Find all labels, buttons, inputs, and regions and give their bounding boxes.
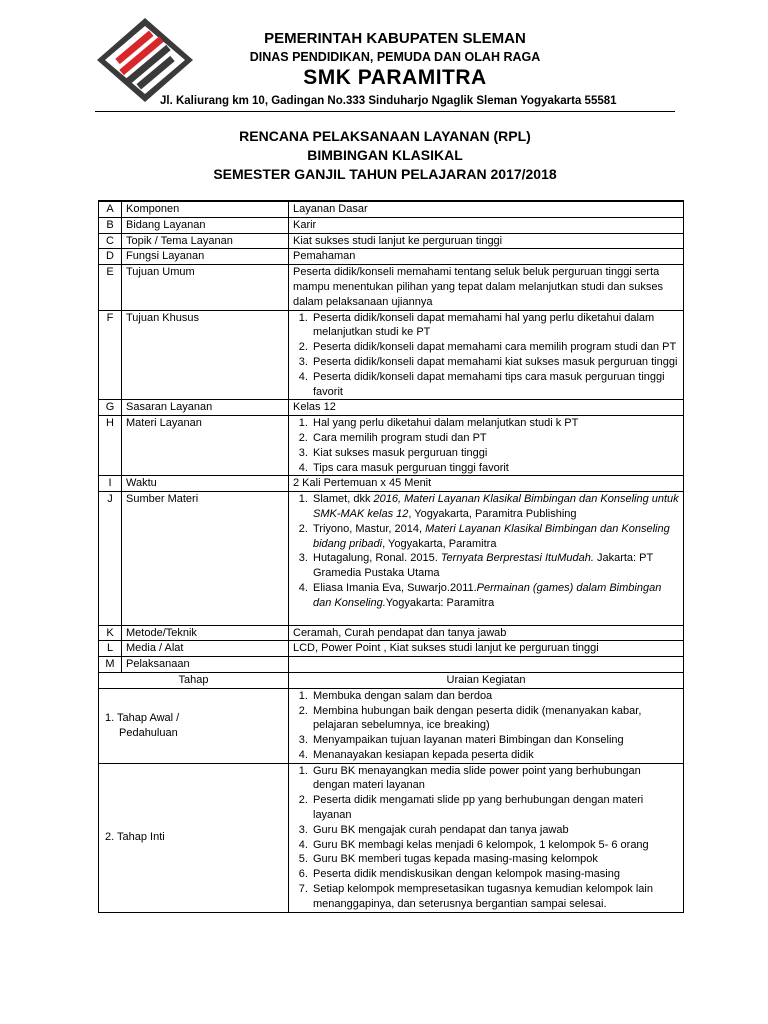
row-label: Media / Alat — [122, 641, 289, 657]
header-government: PEMERINTAH KABUPATEN SLEMAN — [264, 30, 526, 47]
row-letter: I — [99, 476, 122, 492]
row-value: Peserta didik/konseli memahami tentang seluk beluk perguruan tinggi serta mampu menentukan pilihan yang tepat dalam melanjutkan studi dan sukses dalam pelaksanaan ujiannya — [289, 265, 684, 310]
row-value: Ceramah, Curah pendapat dan tanya jawab — [289, 625, 684, 641]
doc-subtitle: BIMBINGAN KLASIKAL — [307, 147, 463, 163]
list-item: 1. Guru BK menayangkan media slide power point yang berhubungan dengan materi layanan — [311, 764, 679, 794]
list-item: 1. Slamet, dkk 2016, Materi Layanan Klasikal Bimbingan dan Konseling untuk SMK-MAK kelas 12, Yogyakarta, Paramitra Publishing — [311, 492, 679, 522]
list-item: 3. Hutagalung, Ronal. 2015. Ternyata Berprestasi ItuMudah. Jakarta: PT Gramedia Pustaka Utama — [311, 551, 679, 581]
table-row — [99, 492, 684, 625]
table-row — [99, 416, 684, 476]
list-item: 4. Eliasa Imania Eva, Suwarjo.2011.Permainan (games) dalam Bimbingan dan Konseling.Yogyakarta: Paramitra — [311, 581, 679, 611]
row-value — [289, 492, 684, 625]
tahap-awal-line1: 1. Tahap Awal / — [105, 711, 180, 724]
row-label: Tujuan Umum — [122, 265, 289, 310]
list-item: 2. Triyono, Mastur, 2014, Materi Layanan Klasikal Bimbingan dan Konseling bidang pribadi, Yogyakarta, Paramitra — [311, 522, 679, 552]
doc-semester: SEMESTER GANJIL TAHUN PELAJARAN 2017/2018 — [213, 166, 557, 182]
row-label: Sumber Materi — [122, 492, 289, 625]
row-letter: A — [99, 201, 122, 217]
table-row — [99, 217, 684, 233]
list-item: 2. Peserta didik/konseli dapat memahami cara memilih program studi dan PT — [311, 340, 679, 355]
row-value: Layanan Dasar — [289, 201, 684, 217]
table-row — [99, 233, 684, 249]
list-item: 7. Setiap kelompok mempresetasikan tugasnya kemudian kelompok lain menanggapinya, dan seterusnya bergantian sampai selesai. — [311, 882, 679, 912]
row-letter: H — [99, 416, 122, 476]
list-item: 3. Peserta didik/konseli dapat memahami kiat sukses masuk perguruan tinggi — [311, 355, 679, 370]
list-item: 1. Peserta didik/konseli dapat memahami hal yang perlu diketahui dalam melanjutkan studi ke PT — [311, 311, 679, 341]
row-label: Komponen — [122, 201, 289, 217]
row-label: Tujuan Khusus — [122, 310, 289, 400]
table-row — [99, 265, 684, 310]
table-row — [99, 476, 684, 492]
row-letter: G — [99, 400, 122, 416]
row-value: Kelas 12 — [289, 400, 684, 416]
row-label: Fungsi Layanan — [122, 249, 289, 265]
tahap-inti-kegiatan — [289, 763, 684, 912]
materi-list — [293, 416, 679, 475]
row-label: Materi Layanan — [122, 416, 289, 476]
sumber-list — [293, 492, 679, 610]
list-item: 2. Cara memilih program studi dan PT — [311, 431, 679, 446]
row-value: 2 Kali Pertemuan x 45 Menit — [289, 476, 684, 492]
list-item: 3. Kiat sukses masuk perguruan tinggi — [311, 446, 679, 461]
awal-list — [293, 689, 679, 763]
row-letter: F — [99, 310, 122, 400]
list-item: 4. Tips cara masuk perguruan tinggi favorit — [311, 461, 679, 476]
tahap-awal-kegiatan — [289, 688, 684, 763]
row-value: Kiat sukses studi lanjut ke perguruan tinggi — [289, 233, 684, 249]
list-item: 4. Peserta didik/konseli dapat memahami tips cara masuk perguruan tinggi favorit — [311, 370, 679, 400]
table-row — [99, 641, 684, 657]
row-value: Karir — [289, 217, 684, 233]
row-value: LCD, Power Point , Kiat sukses studi lanjut ke perguruan tinggi — [289, 641, 684, 657]
rpl-table — [98, 200, 684, 913]
row-value — [289, 657, 684, 673]
row-letter: E — [99, 265, 122, 310]
row-value — [289, 310, 684, 400]
tujuan-khusus-list — [293, 311, 679, 400]
table-row — [99, 249, 684, 265]
row-letter: C — [99, 233, 122, 249]
list-item: 4. Guru BK membagi kelas menjadi 6 kelompok, 1 kelompok 5- 6 orang — [311, 838, 679, 853]
table-row — [99, 400, 684, 416]
tahap-awal-row — [99, 688, 684, 763]
header-divider — [95, 111, 675, 112]
list-item: 5. Guru BK memberi tugas kepada masing-masing kelompok — [311, 852, 679, 867]
table-row — [99, 625, 684, 641]
row-letter: B — [99, 217, 122, 233]
pelaksanaan-header-row — [99, 672, 684, 688]
list-item: 1. Hal yang perlu diketahui dalam melanjutkan studi k PT — [311, 416, 679, 431]
tahap-inti-row — [99, 763, 684, 912]
row-letter: J — [99, 492, 122, 625]
list-item: 2. Membina hubungan baik dengan peserta didik (menanyakan kabar, pelajaran sebelumnya, ice breaking) — [311, 704, 679, 734]
row-label: Topik / Tema Layanan — [122, 233, 289, 249]
tahap-awal-line2: Pedahuluan — [119, 726, 178, 739]
row-letter: M — [99, 657, 122, 673]
table-row — [99, 310, 684, 400]
row-value: Pemahaman — [289, 249, 684, 265]
list-item: 2. Peserta didik mengamati slide pp yang berhubungan dengan materi layanan — [311, 793, 679, 823]
row-value — [289, 416, 684, 476]
table-row — [99, 657, 684, 673]
tahap-header: Tahap — [99, 672, 289, 688]
row-letter: L — [99, 641, 122, 657]
header-school-name: SMK PARAMITRA — [303, 66, 487, 89]
table-row — [99, 201, 684, 217]
inti-list — [293, 764, 679, 912]
list-item: 6. Peserta didik mendiskusikan dengan kelompok masing-masing — [311, 867, 679, 882]
header-department: DINAS PENDIDIKAN, PEMUDA DAN OLAH RAGA — [249, 50, 541, 64]
row-letter: D — [99, 249, 122, 265]
list-item: 1. Membuka dengan salam dan berdoa — [311, 689, 679, 704]
header-address: Jl. Kaliurang km 10, Gadingan No.333 Sinduharjo Ngaglik Sleman Yogyakarta 55581 — [160, 95, 617, 107]
uraian-header: Uraian Kegiatan — [289, 672, 684, 688]
list-item: 3. Guru BK mengajak curah pendapat dan tanya jawab — [311, 823, 679, 838]
tahap-inti-label: 2. Tahap Inti — [99, 763, 289, 912]
row-label: Bidang Layanan — [122, 217, 289, 233]
list-item: 4. Menanayakan kesiapan kepada peserta didik — [311, 748, 679, 763]
list-item: 3. Menyampaikan tujuan layanan materi Bimbingan dan Konseling — [311, 733, 679, 748]
row-label: Metode/Teknik — [122, 625, 289, 641]
row-letter: K — [99, 625, 122, 641]
row-label: Pelaksanaan — [122, 657, 289, 673]
doc-title: RENCANA PELAKSANAAN LAYANAN (RPL) — [239, 128, 531, 144]
row-label: Waktu — [122, 476, 289, 492]
tahap-awal-label — [99, 688, 289, 763]
row-label: Sasaran Layanan — [122, 400, 289, 416]
